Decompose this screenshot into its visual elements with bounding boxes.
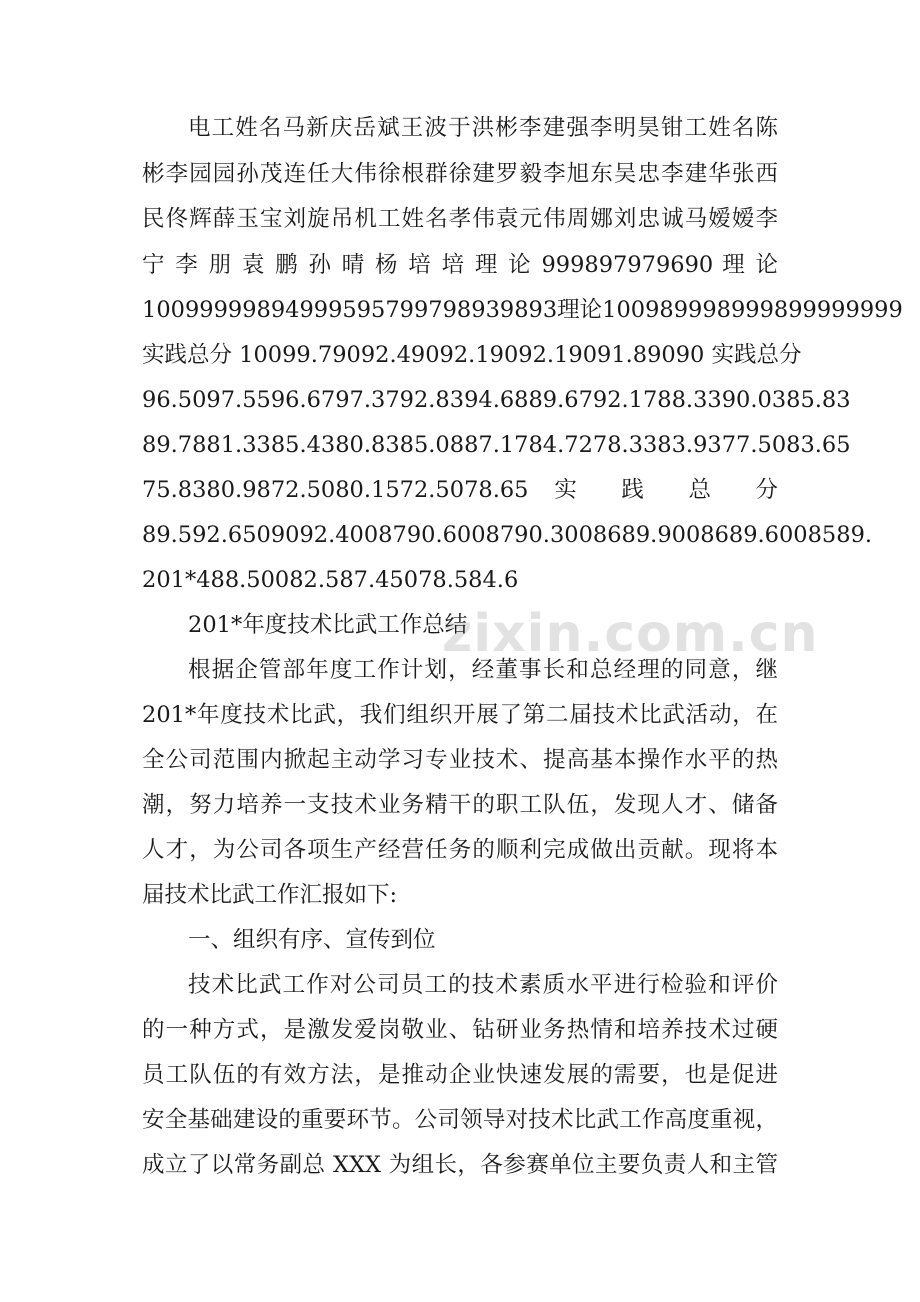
paragraph-line: 根据企管部年度工作计划，经董事长和总经理的同意，继 bbox=[188, 657, 778, 683]
table-text-line: 89.592.6509092.4008790.6008790.3008689.9008689.6008589. bbox=[142, 522, 873, 548]
paragraph-line: 安全基础建设的重要环节。公司领导对技术比武工作高度重视， bbox=[142, 1107, 778, 1133]
table-text-line: 彬李园园孙茂连任大伟徐根群徐建罗毅李旭东吴忠李建华张西 bbox=[142, 161, 778, 187]
section-heading: 一、组织有序、宣传到位 bbox=[188, 927, 436, 953]
paragraph-line: 技术比武工作对公司员工的技术素质水平进行检验和评价 bbox=[188, 972, 778, 998]
table-text-line: 民佟辉薛玉宝刘旋吊机工姓名孝伟袁元伟周娜刘忠诚马嫒嫒李 bbox=[142, 206, 778, 232]
paragraph-line: 的一种方式，是激发爱岗敬业、钻研业务热情和培养技术过硬 bbox=[142, 1017, 778, 1043]
table-text-line: 96.5097.5596.6797.3792.8394.6889.6792.1788.3390.0385.83 bbox=[142, 387, 851, 413]
paragraph-line: 员工队伍的有效方法，是推动企业快速发展的需要，也是促进 bbox=[142, 1062, 778, 1088]
paragraph-line: 201*年度技术比武，我们组织开展了第二届技术比武活动，在 bbox=[142, 702, 778, 728]
paragraph-line: 成立了以常务副总 XXX 为组长，各参赛单位主要负责人和主管 bbox=[142, 1152, 778, 1178]
paragraph-line: 潮，努力培养一支技术业务精干的职工队伍，发现人才、储备 bbox=[142, 792, 778, 818]
paragraph-line: 届技术比武工作汇报如下: bbox=[142, 882, 398, 908]
table-text-line: 201*488.50082.587.45078.584.6 bbox=[142, 567, 519, 593]
table-text-line: 75.8380.9872.5080.1572.5078.65 实 践 总 分 bbox=[142, 477, 778, 503]
paragraph-line: 人才，为公司各项生产经营任务的顺利完成做出贡献。现将本 bbox=[142, 837, 778, 863]
table-text-line: 实践总分 10099.79092.49092.19092.19091.89090 实践总分 bbox=[142, 342, 802, 368]
table-text-line: 宁 李 朋 袁 鹏 孙 晴 杨 培 培 理 论 999897979690 理 论 bbox=[142, 252, 778, 278]
watermark: zixin.com.cn bbox=[442, 604, 819, 664]
table-text-line: 1009999989499959579979893989​3理论100989998999899999999 bbox=[142, 297, 903, 323]
table-text-line: 电工姓名马新庆岳斌王波于洪彬李建强李明昊钳工姓名陈 bbox=[188, 115, 778, 141]
paragraph-line: 全公司范围内掀起主动学习专业技术、提高基本操作水平的热 bbox=[142, 747, 778, 773]
document-title: 201*年度技术比武工作总结 bbox=[188, 612, 468, 638]
table-text-line: 89.7881.3385.4380.8385.0887.1784.7278.3383.9377.5083.65 bbox=[142, 432, 851, 458]
